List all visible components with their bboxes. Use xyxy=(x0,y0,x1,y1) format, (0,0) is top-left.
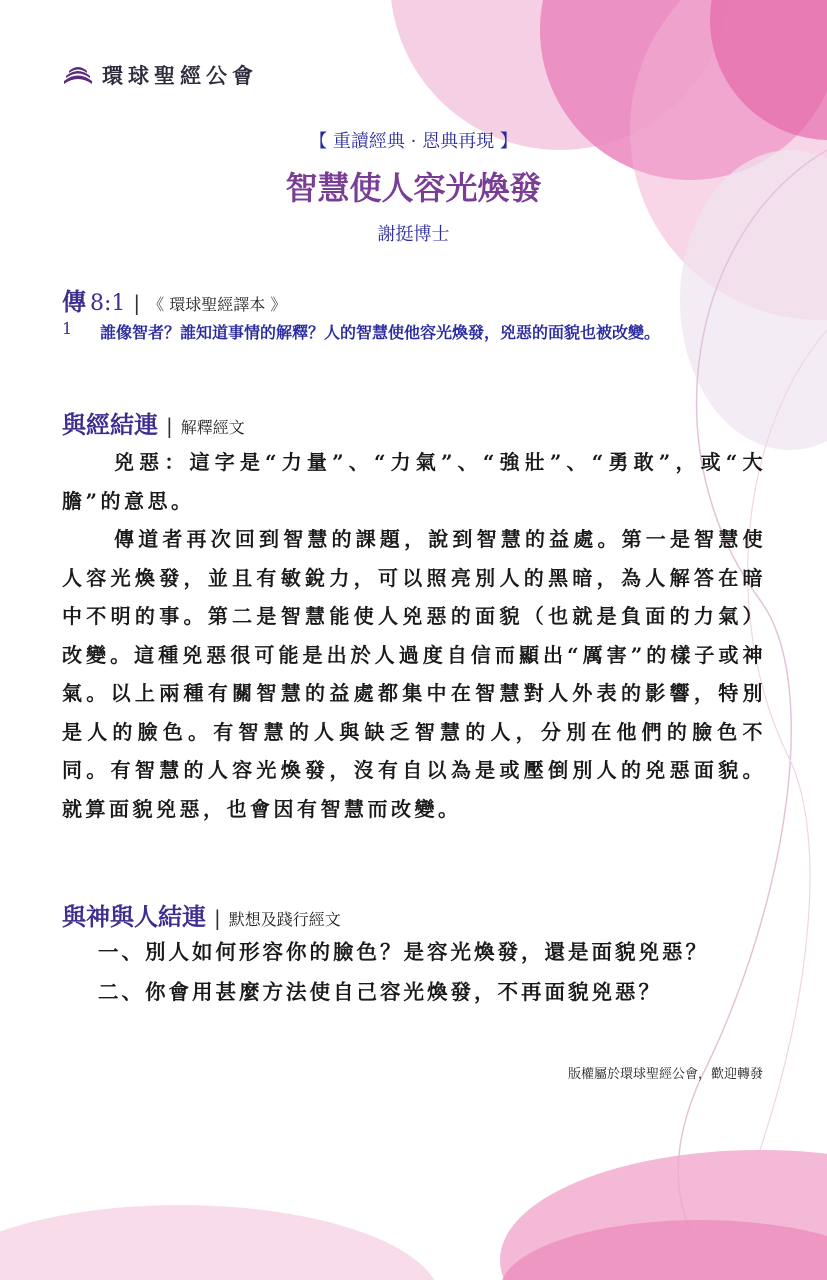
question-item: 二、你會用甚麼方法使自己容光煥發，不再面貌兇惡？ xyxy=(98,980,662,1004)
section1-title: 與經結連 xyxy=(62,410,158,439)
copyright-notice: 版權屬於環球聖經公會，歡迎轉發 xyxy=(567,1067,763,1082)
section2-subtitle: 默想及踐行經文 xyxy=(228,910,341,929)
verse xyxy=(62,318,772,348)
page-title: 智慧使人容光煥發 xyxy=(285,169,542,207)
section1-subtitle: 解釋經文 xyxy=(180,418,245,437)
heading-divider: | xyxy=(214,906,221,930)
scripture-ref: 8:1 xyxy=(90,291,126,316)
verse-text: 誰像智者？誰知道事情的解釋？人的智慧使他容光煥發，兇惡的面貌也被改變。 xyxy=(100,323,661,342)
scripture-heading xyxy=(62,282,286,317)
section2-title: 與神與人結連 xyxy=(62,902,206,931)
verse-number: 1 xyxy=(62,319,73,338)
heading-divider: | xyxy=(166,414,173,438)
bible-society-logo-icon xyxy=(62,61,94,89)
section2-heading xyxy=(62,897,341,932)
org-logo xyxy=(62,60,258,90)
bible-version: 《 環球聖經譯本 》 xyxy=(148,295,287,314)
heading-divider: | xyxy=(133,291,141,315)
reflection-questions xyxy=(98,932,709,1012)
author: 謝挺博士 xyxy=(377,224,450,245)
org-name: 環球聖經公會 xyxy=(102,64,258,88)
section1-heading xyxy=(62,405,245,440)
scripture-book: 傳 xyxy=(62,287,86,316)
paragraph: 傳道者再次回到智慧的課題，說到智慧的益處。第一是智慧使人容光煥發，並且有敏銳力，可以照亮別人的黑暗，為人解答在暗中不明的事。第二是智慧能使人兇惡的面貌（也就是負面的力氣）改變。這種兇惡很可能是出於人過度自信而顯出“厲害”的樣子或神氣。以上兩種有關智慧的益處都集中在智慧對人外表的影響，特別是人的臉色。有智慧的人與缺乏智慧的人，分別在他們的臉色不同。有智慧的人容光煥發，沒有自以為是或壓倒別人的兇惡面貌。就算面貌兇惡，也會因有智慧而改變。 xyxy=(62,527,766,821)
paragraph: 兇惡：這字是“力量”、“力氣”、“強壯”、“勇敢”，或“大膽”的意思。 xyxy=(62,450,766,513)
question-item: 一、別人如何形容你的臉色？是容光煥發，還是面貌兇惡？ xyxy=(98,940,709,964)
series-title: 【 重讀經典 · 恩典再現 】 xyxy=(309,131,518,152)
section1-body xyxy=(62,443,766,828)
